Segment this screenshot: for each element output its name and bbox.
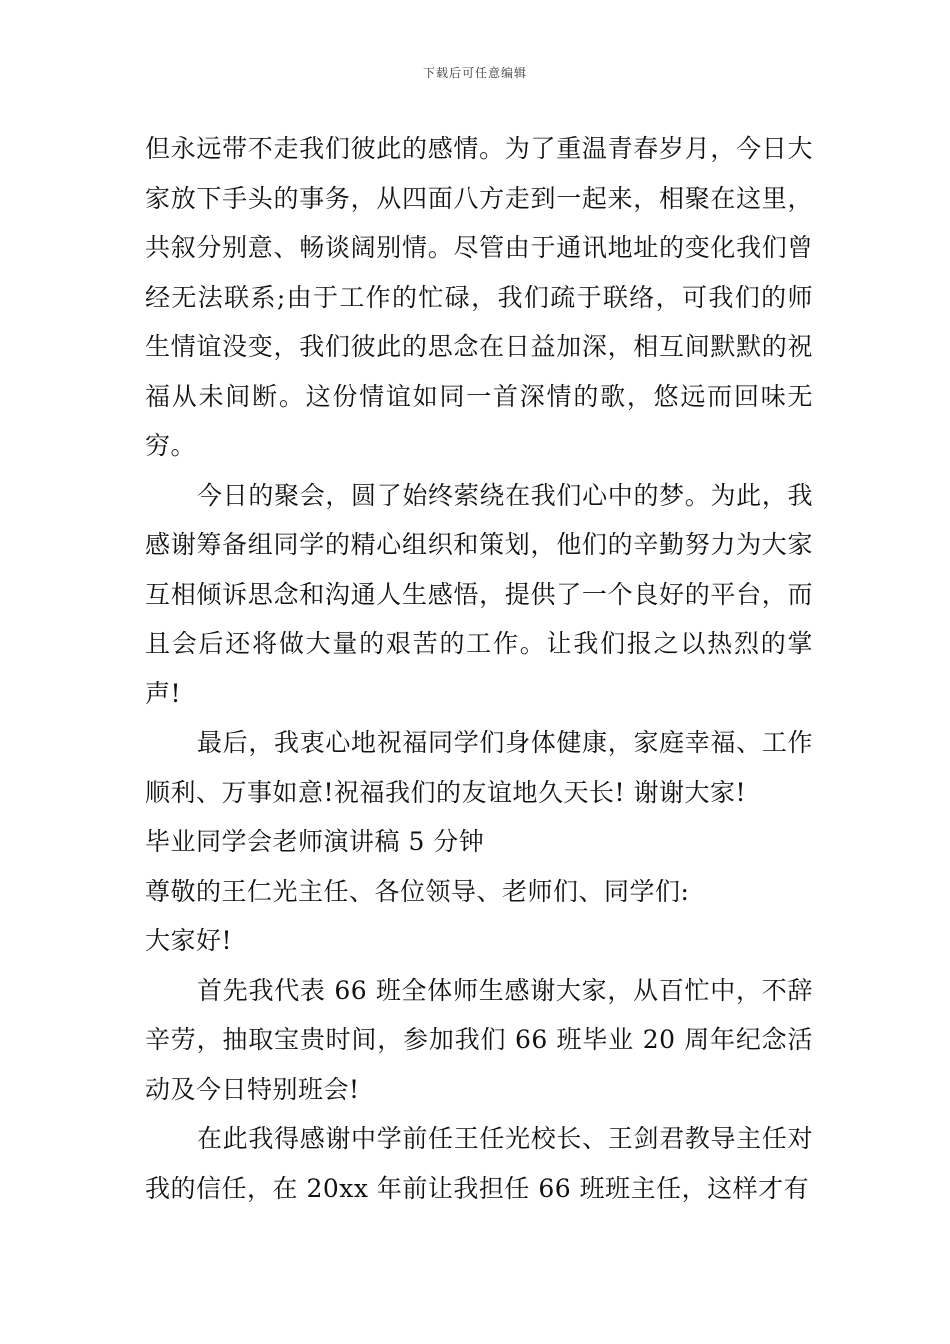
paragraph-thanks-class: 首先我代表 66 班全体师生感谢大家，从百忙中，不辞辛劳，抽取宝贵时间，参加我们 66 班毕业 20 周年纪念活动及今日特别班会!: [145, 975, 813, 1104]
speech-salutation: 尊敬的王仁光主任、各位领导、老师们、同学们:: [145, 876, 690, 906]
paragraph-thanks-principal: 在此我得感谢中学前任王任光校长、王剑君教导主任对我的信任，在 20xx 年前让我担任 66 班班主任，这样才有: [145, 1124, 813, 1203]
paragraph-closing-wishes: 最后，我衷心地祝福同学们身体健康，家庭幸福、工作顺利、万事如意!祝福我们的友谊地久天长! 谢谢大家!: [145, 728, 813, 807]
speech-greeting: 大家好!: [145, 926, 233, 955]
paragraph-continuation: 但永远带不走我们彼此的感情。为了重温青春岁月，今日大家放下手头的事务，从四面八方走到一起来，相聚在这里，共叙分别意、畅谈阔别情。尽管由于通讯地址的变化我们曾经无法联系;由于工作的忙碌，我们疏于联络，可我们的师生情谊没变，我们彼此的思念在日益加深，相互间默默的祝福从未间断。这份情谊如同一首深情的歌，悠远而回味无穷。: [145, 134, 813, 460]
speech-title: 毕业同学会老师演讲稿 5 分钟: [145, 827, 485, 856]
page-header: 下载后可任意编辑: [422, 66, 527, 80]
document-body: [145, 124, 813, 1213]
paragraph-gathering-dream: 今日的聚会，圆了始终萦绕在我们心中的梦。为此，我感谢筹备组同学的精心组织和策划，他们的辛勤努力为大家互相倾诉思念和沟通人生感悟，提供了一个良好的平台，而且会后还将做大量的艰苦的工作。让我们报之以热烈的掌声!: [145, 480, 813, 708]
